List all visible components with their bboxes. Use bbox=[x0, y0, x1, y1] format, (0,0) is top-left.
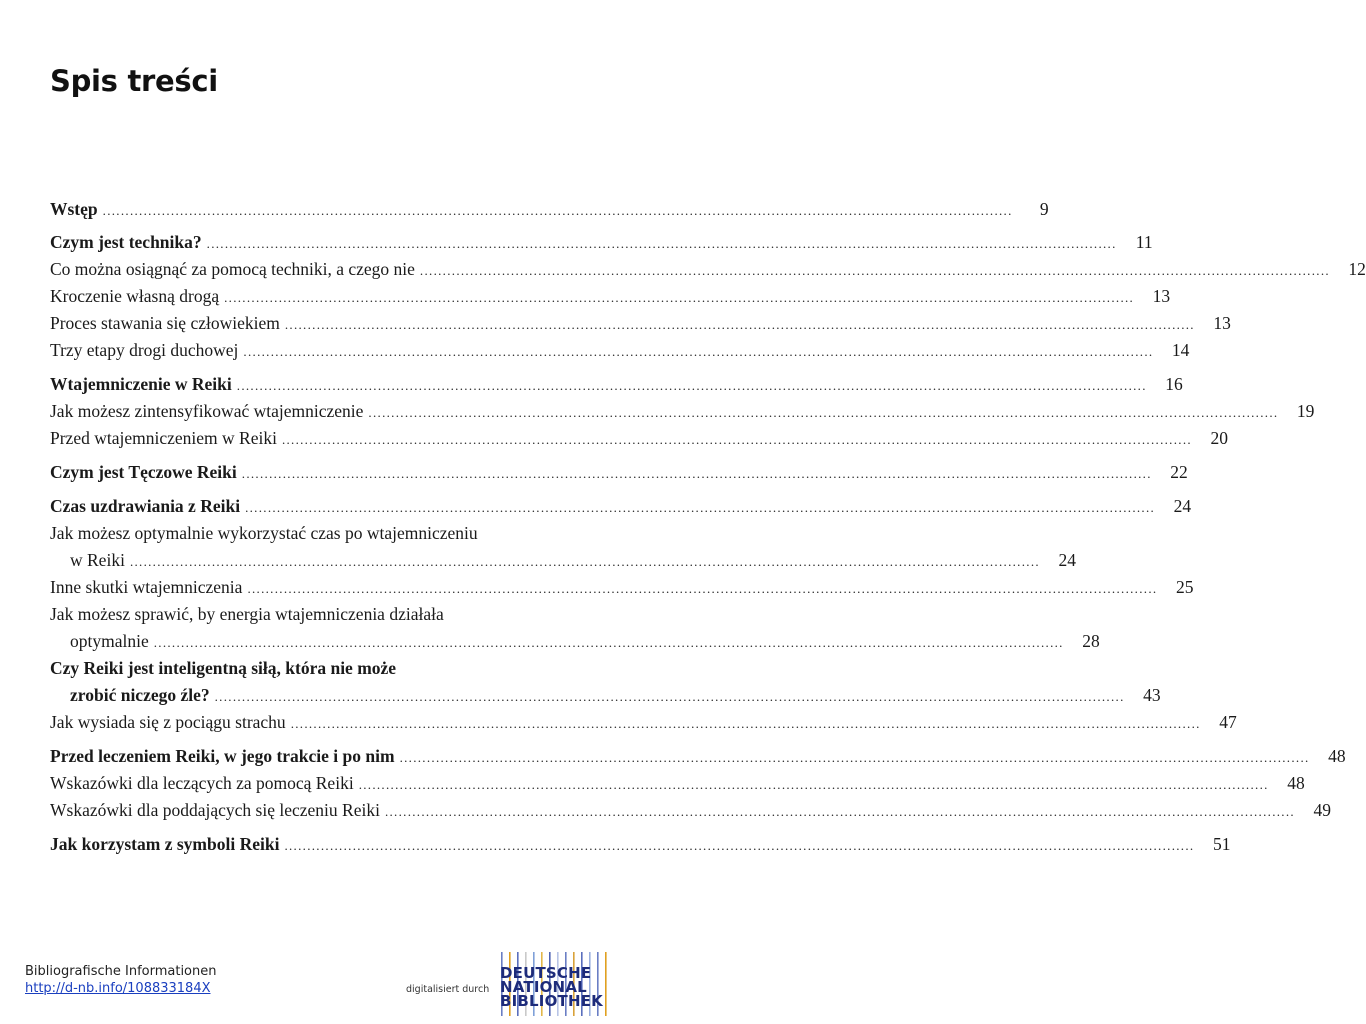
toc-entry[interactable] bbox=[50, 655, 1161, 710]
toc-leader-dots: ........................................................................................................................................................................................................ bbox=[290, 716, 1201, 731]
toc-page-number: 9 bbox=[1039, 199, 1049, 219]
toc-entry[interactable] bbox=[50, 425, 1228, 453]
toc-leader-dots: ........................................................................................................................................................................................................ bbox=[247, 581, 1158, 596]
toc-leader-dots: ........................................................................................................................................................................................................ bbox=[224, 290, 1135, 305]
toc-page-number: 14 bbox=[1171, 340, 1190, 360]
page-title: Spis treści bbox=[50, 64, 218, 98]
dnb-logo-line: BIBLIOTHEK bbox=[500, 992, 603, 1010]
dnb-logo-line: DEUTSCHE bbox=[500, 964, 592, 982]
toc-entry[interactable] bbox=[50, 831, 1231, 859]
digitized-by-label: digitalisiert durch bbox=[406, 984, 490, 995]
toc-entry[interactable] bbox=[50, 743, 1346, 771]
dnb-logo-line: NATIONAL bbox=[500, 978, 587, 996]
toc-entry[interactable] bbox=[50, 256, 1366, 284]
toc-entry-title: Wskazówki dla leczących za pomocą Reiki bbox=[50, 773, 354, 793]
toc-page-number: 49 bbox=[1313, 800, 1331, 820]
toc-entry-title: Kroczenie własną drogą bbox=[50, 286, 220, 306]
toc-entry-title: Czy Reiki jest inteligentną siłą, która nie może bbox=[50, 658, 397, 678]
toc-entry-title: Wskazówki dla poddających się leczeniu Reiki bbox=[50, 800, 380, 820]
toc-page-number: 13 bbox=[1152, 286, 1171, 306]
toc-leader-dots: ........................................................................................................................................................................................................ bbox=[281, 432, 1192, 447]
toc-leader-dots: ........................................................................................................................................................................................................ bbox=[243, 344, 1154, 359]
toc-leader-dots: ........................................................................................................................................................................................................ bbox=[399, 750, 1310, 765]
toc-page-number: 48 bbox=[1328, 746, 1346, 766]
toc-leader-dots: ........................................................................................................................................................................................................ bbox=[129, 554, 1040, 569]
toc-page-number: 24 bbox=[1058, 550, 1076, 570]
toc-entry-title: Jak możesz zintensyfikować wtajemniczenie bbox=[50, 401, 364, 421]
toc-entry-title: Czas uzdrawiania z Reiki bbox=[50, 496, 241, 516]
dnb-stripe bbox=[605, 952, 607, 1016]
toc-leader-dots: ........................................................................................................................................................................................................ bbox=[284, 317, 1195, 332]
toc-page-number: 13 bbox=[1213, 313, 1231, 333]
toc-page-number: 11 bbox=[1135, 232, 1153, 252]
toc-entry[interactable] bbox=[50, 770, 1305, 798]
toc-entry-title: Jak wysiada się z pociągu strachu bbox=[50, 712, 286, 732]
toc-entry[interactable] bbox=[50, 283, 1171, 311]
toc-entry-title: Przed wtajemniczeniem w Reiki bbox=[50, 428, 277, 448]
toc-page-number: 51 bbox=[1212, 834, 1231, 854]
toc-entry[interactable] bbox=[50, 520, 1076, 575]
toc-entry-title: Proces stawania się człowiekiem bbox=[50, 313, 280, 333]
toc-entry[interactable] bbox=[50, 310, 1231, 338]
toc-leader-dots: ........................................................................................................................................................................................................ bbox=[153, 635, 1064, 650]
toc-page-number: 47 bbox=[1219, 712, 1237, 732]
toc-leader-dots: ........................................................................................................................................................................................................ bbox=[206, 236, 1117, 251]
toc-leader-dots: ........................................................................................................................................................................................................ bbox=[384, 804, 1295, 819]
toc-leader-dots: ........................................................................................................................................................................................................ bbox=[241, 466, 1152, 481]
toc-page-number: 12 bbox=[1348, 259, 1366, 279]
toc-entry-title: Trzy etapy drogi duchowej bbox=[50, 340, 239, 360]
toc-page-number: 16 bbox=[1165, 374, 1183, 394]
bibliographic-info bbox=[25, 963, 217, 997]
toc-entry-title-continued: optymalnie bbox=[70, 631, 149, 651]
toc-page-number: 22 bbox=[1170, 462, 1188, 482]
toc-entry[interactable] bbox=[50, 574, 1194, 602]
toc-entry-title: Przed leczeniem Reiki, w jego trakcie i po nim bbox=[50, 746, 395, 766]
toc-leader-dots: ........................................................................................................................................................................................................ bbox=[368, 405, 1279, 420]
toc-page-number: 20 bbox=[1210, 428, 1228, 448]
toc-entry-title: Wtajemniczenie w Reiki bbox=[50, 374, 232, 394]
toc-entry[interactable] bbox=[50, 797, 1331, 825]
toc-leader-dots: ........................................................................................................................................................................................................ bbox=[214, 689, 1125, 704]
toc-entry[interactable] bbox=[50, 337, 1190, 365]
toc-entry[interactable] bbox=[50, 493, 1192, 521]
toc-page-number: 43 bbox=[1143, 685, 1161, 705]
toc-entry-title: Czym jest technika? bbox=[50, 232, 202, 252]
toc-leader-dots: ........................................................................................................................................................................................................ bbox=[358, 777, 1269, 792]
toc-leader-dots: ........................................................................................................................................................................................................ bbox=[245, 500, 1156, 515]
dnb-logo-text bbox=[500, 966, 603, 1008]
bibliographic-link[interactable]: http://d-nb.info/108833184X bbox=[25, 981, 211, 996]
toc-entry[interactable] bbox=[50, 459, 1188, 487]
toc-entry-title: Jak korzystam z symboli Reiki bbox=[50, 834, 280, 854]
toc-leader-dots: ........................................................................................................................................................................................................ bbox=[236, 378, 1147, 393]
toc-page-number: 24 bbox=[1173, 496, 1192, 516]
toc-entry[interactable] bbox=[50, 398, 1315, 426]
toc-entry-title-continued: zrobić niczego źle? bbox=[70, 685, 210, 705]
toc-entry-title-continued: w Reiki bbox=[70, 550, 125, 570]
toc-page-number: 25 bbox=[1175, 577, 1194, 597]
bibliographic-label: Bibliografische Informationen bbox=[25, 964, 217, 979]
toc-entry[interactable] bbox=[50, 709, 1237, 737]
toc-leader-dots: ........................................................................................................................................................................................................ bbox=[419, 263, 1330, 278]
toc-leader-dots: ........................................................................................................................................................................................................ bbox=[102, 203, 1013, 218]
toc-page-number: 48 bbox=[1287, 773, 1305, 793]
toc-entry-title: Jak możesz sprawić, by energia wtajemniczenia działała bbox=[50, 604, 444, 624]
toc-entry-title: Czym jest Tęczowe Reiki bbox=[50, 462, 237, 482]
toc-entry[interactable] bbox=[50, 371, 1183, 399]
toc-entry-title: Co można osiągnąć za pomocą techniki, a czego nie bbox=[50, 259, 415, 279]
toc-entry[interactable] bbox=[50, 229, 1153, 257]
toc-entry[interactable] bbox=[50, 196, 1049, 224]
toc-entry-title: Inne skutki wtajemniczenia bbox=[50, 577, 243, 597]
toc-leader-dots: ........................................................................................................................................................................................................ bbox=[284, 838, 1195, 853]
toc-entry[interactable] bbox=[50, 601, 1100, 656]
toc-page-number: 28 bbox=[1082, 631, 1100, 651]
toc-page-number: 19 bbox=[1296, 401, 1315, 421]
toc-entry-title: Jak możesz optymalnie wykorzystać czas po wtajemniczeniu bbox=[50, 523, 478, 543]
dnb-logo bbox=[498, 952, 612, 1016]
toc-entry-title: Wstęp bbox=[50, 199, 98, 219]
